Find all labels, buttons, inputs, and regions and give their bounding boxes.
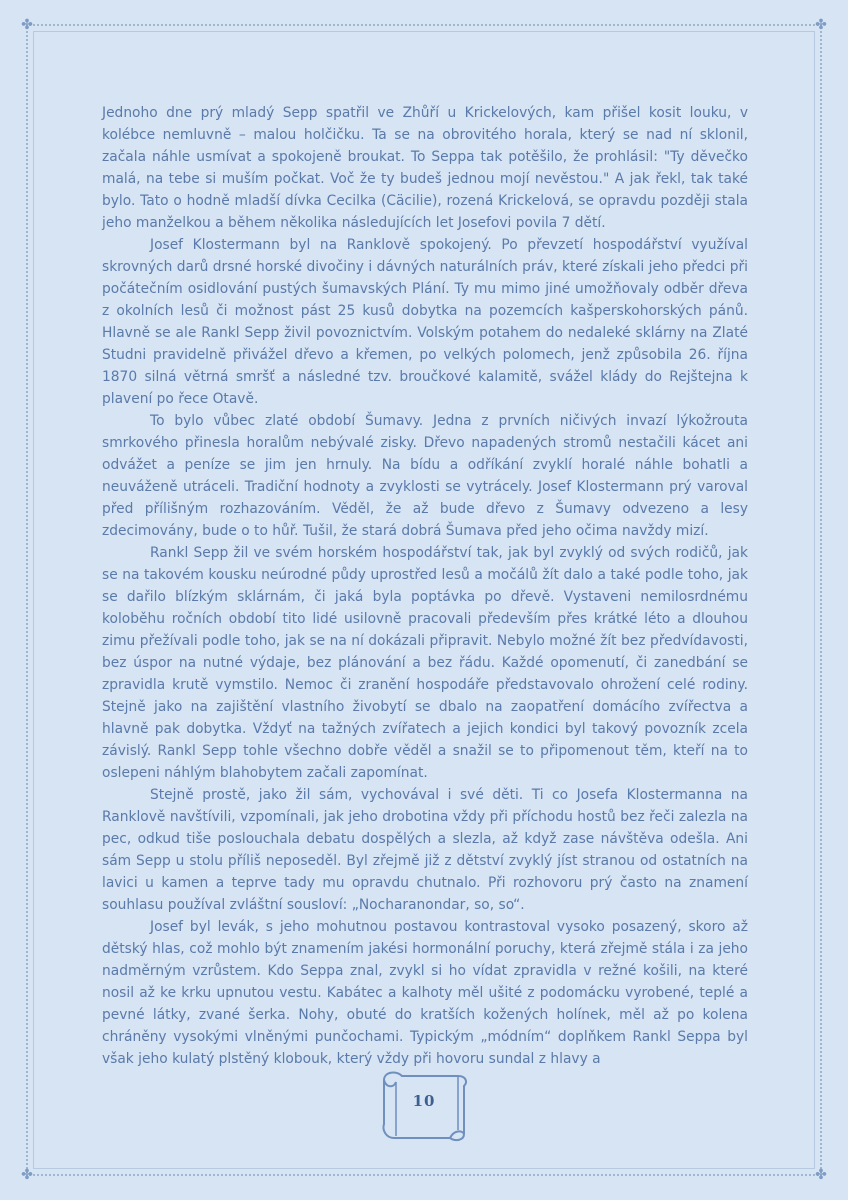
page-number: 10 [412,1092,436,1110]
paragraph: To bylo vůbec zlaté období Šumavy. Jedna z prvních ničivých invazí lýkožrouta smrkového přinesla horalům nebývalé zisky. Dřevo napadených stromů nestačili kácet ani odvážet a peníze se jim jen hrnuly. Na bídu a odříkání zvyklí horalé náhle bohatli a neuváženě utráceli. Tradiční hodnoty a zvyklosti se vytrácely. Josef Klostermann prý varoval před přílišným rozhazováním. Věděl, že až bude dřevo z Šumavy odvezeno a lesy zdecimovány, bude o to hůř. Tušil, že stará dobrá Šumava před jeho očima navždy mizí. [102,413,748,539]
paragraph: Jednoho dne prý mladý Sepp spatřil ve Zhůří u Krickelových, kam přišel kosit louku, v kolébce nemluvně – malou holčičku. Ta se na obrovitého horala, který se nad ní sklonil, začala náhle usmívat a spokojeně broukat. To Seppa tak potěšilo, že prohlásil: "Ty děvečko malá, na tebe si muším počkat. Voč že ty budeš jednou mojí nevěstou." A jak řekl, tak také bylo. Tato o hodně mladší dívka Cecilka (Cäcilie), rozená Krickelová, se opravdu později stala jeho manželkou a během několika následujících let Josefovi povila 7 dětí. [102,105,748,231]
corner-ornament-icon: ✤ [815,17,827,33]
paragraph: Josef byl levák, s jeho mohutnou postavou kontrastoval vysoko posazený, skoro až dětský hlas, což mohlo být znamením jakési hormonální poruchy, která zřejmě stála i za jeho nadměrným vzrůstem. Kdo Seppa znal, zvykl si ho vídat zpravidla v režné košili, na které nosil až ke krku upnutou vestu. Kabátec a kalhoty měl ušité z podomácku vyrobené, teplé a pevné látky, zvané šerka. Nohy, obuté do kratších kožených holínek, měl až po kolena chráněny vysokými vlněnými punčochami. Typickým „módním“ doplňkem Rankl Seppa byl však jeho kulatý plstěný klobouk, který vždy při hovoru sundal z hlavy a [102,919,748,1067]
corner-ornament-icon: ✤ [21,17,33,33]
corner-ornament-icon: ✤ [21,1167,33,1183]
page-number-scroll [376,1064,472,1146]
paragraph: Stejně prostě, jako žil sám, vychovával i své děti. Ti co Josefa Klostermanna na Ranklově navštívili, vzpomínali, jak jeho drobotina vždy při příchodu hostů bez řeči zalezla na pec, odkud tiše poslouchala debatu dospělých a slezla, až když zase návštěva odešla. Ani sám Sepp u stolu příliš neposeděl. Byl zřejmě již z dětství zvyklý jíst stranou od ostatních na lavici u kamen a teprve tady mu opravdu chutnalo. Při rozhovoru prý často na znamení souhlasu používal zvláštní sousloví: „Nocharanondar, so, so“. [102,787,748,913]
paragraph: Rankl Sepp žil ve svém horském hospodářství tak, jak byl zvyklý od svých rodičů, jak se na takovém kousku neúrodné půdy uprostřed lesů a močálů žít dalo a také podle toho, jak se dařilo blízkým sklárnám, či jaká byla poptávka po dřevě. Vystaveni nemilosrdnému koloběhu ročních období tito lidé usilovně pracovali především přes krátké léto a dlouhou zimu přežívali podle toho, jak se na ní dokázali připravit. Nebylo možné žít bez předvídavosti, bez úspor na nutné výdaje, bez plánování a bez řádu. Každé opomenutí, či zanedbání se zpravidla krutě vymstilo. Nemoc či zranění hospodáře představovalo ohrožení celé rodiny. Stejně jako na zajištění vlastního živobytí se dbalo na zaopatření domácího zvířectva a hlavně pak dobytka. Vždyť na tažných zvířatech a jejich kondici byl takový povozník zcela závislý. Rankl Sepp tohle všechno dobře věděl a snažil se to připomenout těm, kteří na to oslepeni náhlým blahobytem začali zapomínat. [102,545,748,781]
paragraph: Josef Klostermann byl na Ranklově spokojený. Po převzetí hospodářství využíval skrovných darů drsné horské divočiny i dávných naturálních práv, které získali jeho předci při počátečním osidlování pustých šumavských Plání. Ty mu mimo jiné umožňovaly odběr dřeva z okolních lesů či možnost pást 25 kusů dobytka na pozemcích kašperskohorských pánů. Hlavně se ale Rankl Sepp živil povoznictvím. Volským potahem do nedaleké sklárny na Zlaté Studni pravidelně přivážel dřevo a křemen, po velkých polomech, jenž způsobila 26. října 1870 silná větrná smršť a následné tzv. broučkové kalamitě, svážel klády do Rejštejna k plavení po řece Otavě. [102,237,748,407]
corner-ornament-icon: ✤ [815,1167,827,1183]
body-text [102,102,748,1070]
